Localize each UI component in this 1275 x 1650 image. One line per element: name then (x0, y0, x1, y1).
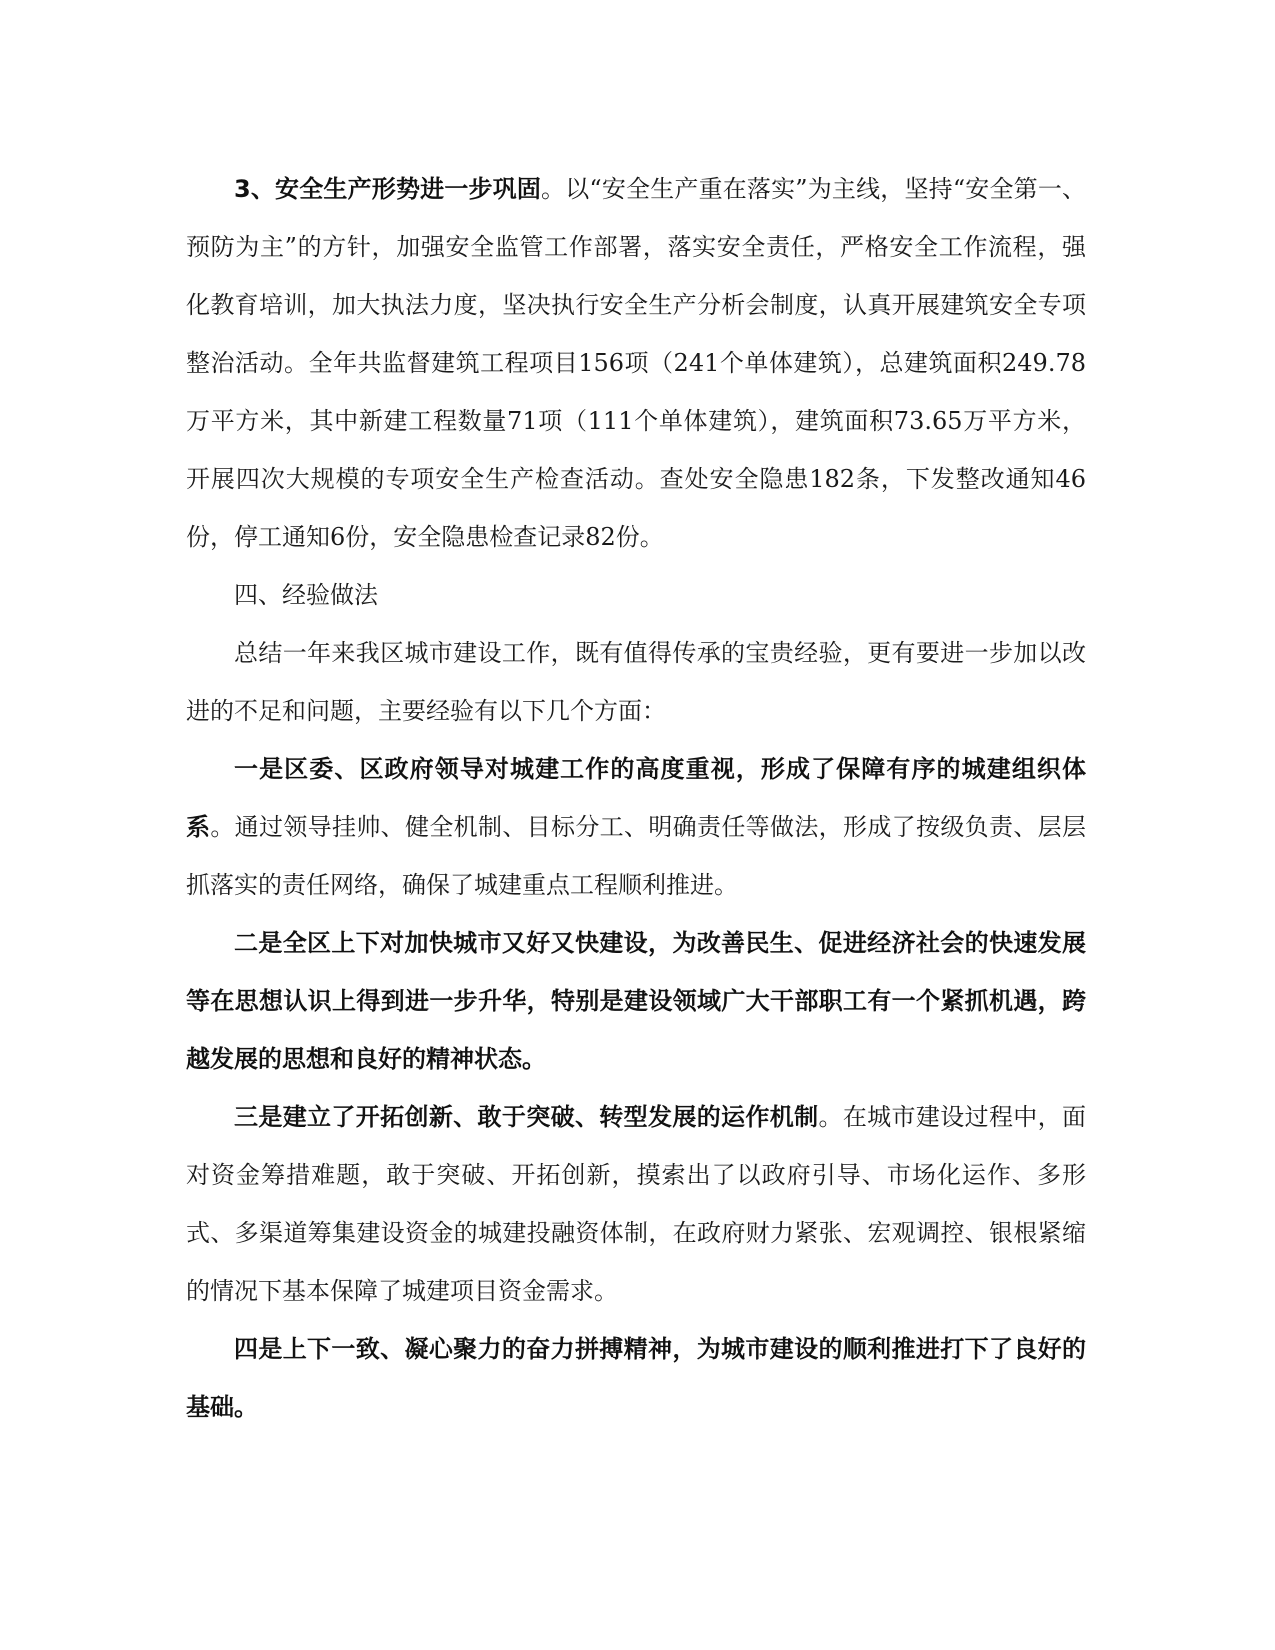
paragraph-point-one-body: 。通过领导挂帅、健全机制、目标分工、明确责任等做法，形成了按级负责、层层抓落实的责任网络，确保了城建重点工程顺利推进。 (186, 813, 1087, 899)
paragraph-point-three-body: 。在城市建设过程中，面对资金筹措难题，敢于突破、开拓创新，摸索出了以政府引导、市场化运作、多形式、多渠道筹集建设资金的城建投融资体制，在政府财力紧张、宏观调控、银根紧缩的情况下基本保障了城建项目资金需求。 (186, 1103, 1086, 1305)
document-page (186, 160, 1086, 1436)
paragraph-safety-production (186, 160, 1086, 566)
paragraph-safety-production-body: 。以“安全生产重在落实”为主线，坚持“安全第一、预防为主”的方针，加强安全监管工作部署，落实安全责任，严格安全工作流程，强化教育培训，加大执法力度，坚决执行安全生产分析会制度，认真开展建筑安全专项整治活动。全年共监督建筑工程项目156项（241个单体建筑），总建筑面积249.78万平方米，其中新建工程数量71项（111个单体建筑），建筑面积73.65万平方米，开展四次大规模的专项安全生产检查活动。查处安全隐患182条，下发整改通知46份，停工通知6份，安全隐患检查记录82份。 (186, 175, 1086, 551)
paragraph-point-one (186, 740, 1086, 914)
paragraph-point-three (186, 1088, 1086, 1320)
paragraph-point-one-lead: 一是区委、区政府领导对城建工作的高度重视，形成了保障有序的城建组织体系 (186, 755, 1086, 841)
section-heading-experience: 四、经验做法 (234, 581, 378, 609)
paragraph-point-two: 二是全区上下对加快城市又好又快建设，为改善民生、促进经济社会的快速发展等在思想认识上得到进一步升华，特别是建设领域广大干部职工有一个紧抓机遇，跨越发展的思想和良好的精神状态。 (186, 929, 1086, 1073)
paragraph-point-four: 四是上下一致、凝心聚力的奋力拼搏精神，为城市建设的顺利推进打下了良好的基础。 (186, 1335, 1086, 1421)
paragraph-safety-production-lead: 3、安全生产形势进一步巩固 (234, 175, 542, 203)
paragraph-point-three-lead: 三是建立了开拓创新、敢于突破、转型发展的运作机制 (234, 1103, 819, 1131)
paragraph-summary: 总结一年来我区城市建设工作，既有值得传承的宝贵经验，更有要进一步加以改进的不足和问题，主要经验有以下几个方面： (186, 639, 1086, 725)
